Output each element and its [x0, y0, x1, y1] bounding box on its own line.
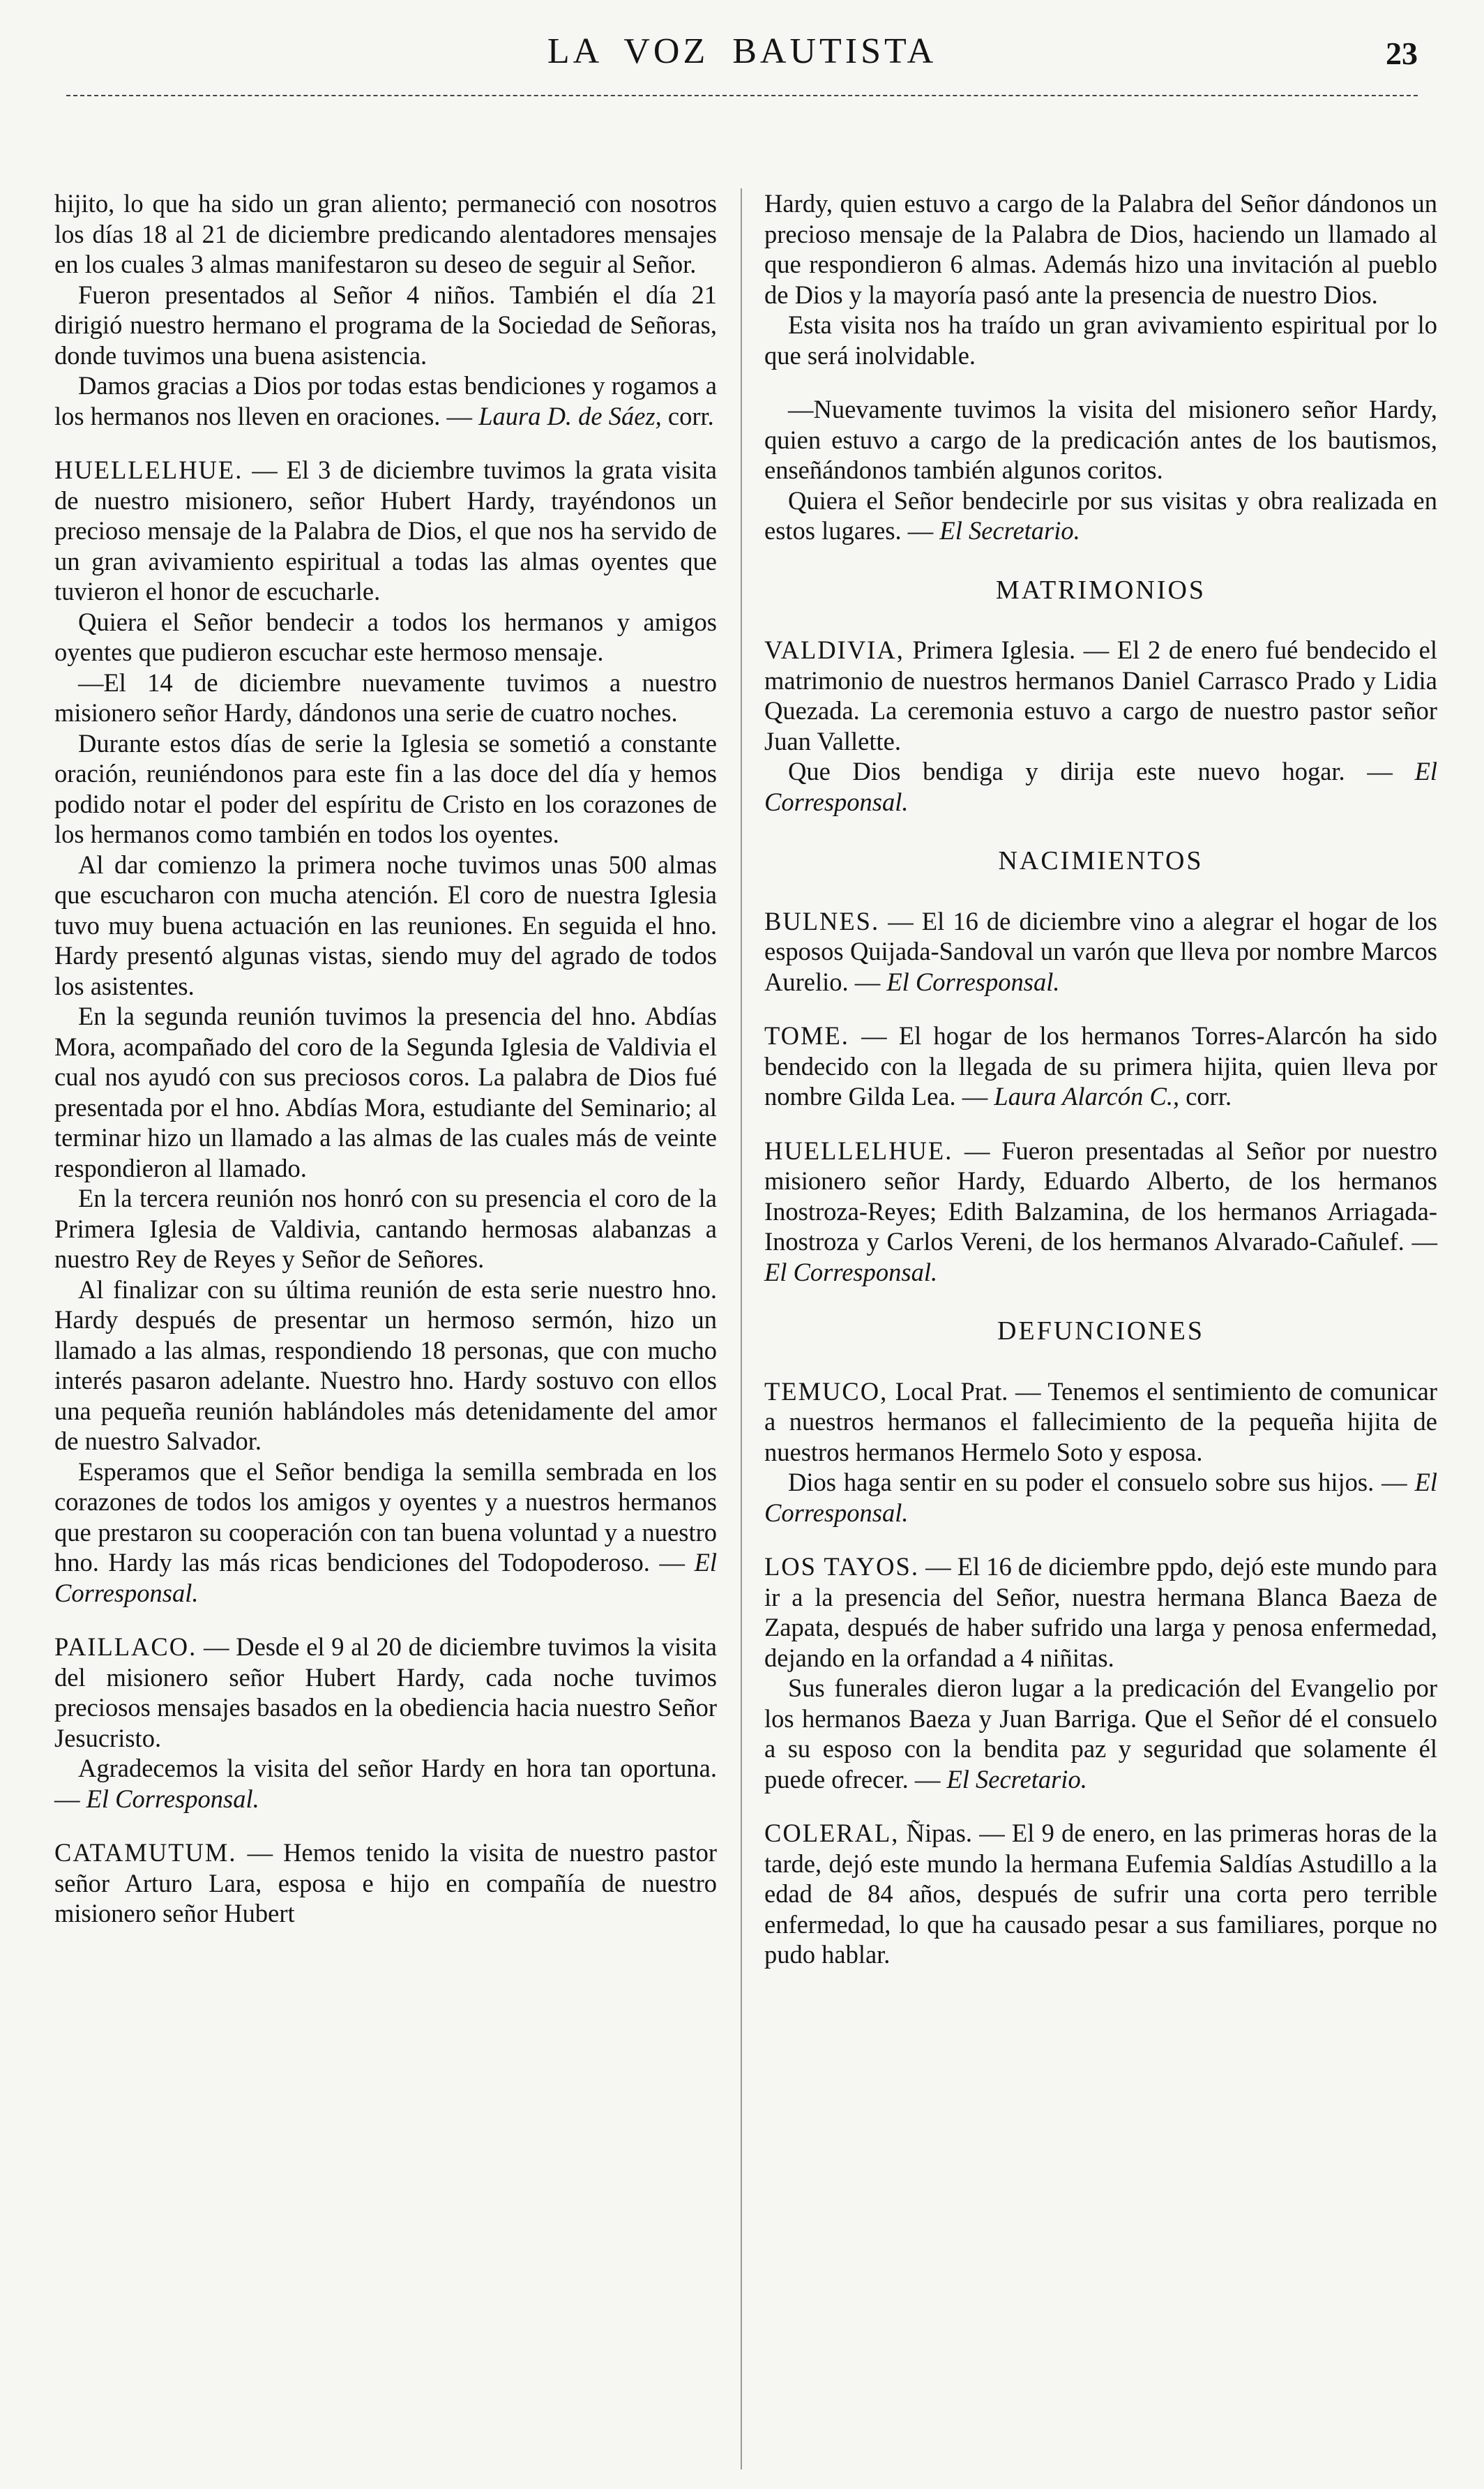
paragraph-text: Que Dios bendiga y dirija este nuevo hogar. —: [788, 757, 1393, 785]
article-paragraph: [764, 486, 1437, 546]
paragraph-text: Primera Iglesia. — El 2 de enero fué bendecido el matrimonio de nuestros hermanos Daniel Carrasco Prado y Lidia Quezada. La ceremonia estuvo a cargo de nuestro pastor señor Juan Vallette.: [764, 636, 1437, 755]
journal-title: LA VOZ BAUTISTA: [547, 31, 937, 71]
article-paragraph: [54, 1753, 717, 1814]
article-paragraph: Al finalizar con su última reunión de esta serie nuestro hno. Hardy después de presentar un hermoso sermón, hizo un llamado a las almas, respondiendo 18 personas, que con mucho interés pasaron adelante. Nuestro hno. Hardy sostuvo con ellos una pequeña reunión hablándoles más detenidamente del amor de nuestro Salvador.: [54, 1274, 717, 1455]
section-heading-nacimientos: NACIMIENTOS: [998, 846, 1204, 875]
page-header: [0, 25, 1484, 81]
paragraph-text: — El 16 de diciembre vino a alegrar el hogar de los esposos Quijada-Sandoval un varón que lleva por nombre Marcos Aurelio. —: [764, 906, 1437, 996]
news-item-coleral: [764, 1818, 1437, 1970]
article-paragraph: En la tercera reunión nos honró con su presencia el coro de la Primera Iglesia de Valdivia, cantando hermosas alabanzas a nuestro Rey de Reyes y Señor de Señores.: [54, 1184, 717, 1273]
signature: El Secretario.: [939, 516, 1080, 545]
news-item-catamutum: [54, 1837, 717, 1929]
article-paragraph: En la segunda reunión tuvimos la presencia del hno. Abdías Mora, acompañado del coro de la Segunda Iglesia de Valdivia el cual nos ayudó con sus preciosos coros. La palabra de Dios fué presentada por el hno. Abdías Mora, estudiante del Seminario; al terminar hizo un llamado a las almas de las cuales más de veinte respondieron al llamado.: [54, 1002, 717, 1182]
paragraph-text: Esperamos que el Señor bendiga la semilla sembrada en los corazones de todos los amigos y oyentes y a nuestros hermanos que prestaron su cooperación con tan buena voluntad y a nuestro hno. Hardy las más ricas bendiciones del Todopoderoso. —: [54, 1457, 717, 1577]
place-name: BULNES.: [764, 906, 880, 935]
article-paragraph: —Nuevamente tuvimos la visita del misionero señor Hardy, quien estuvo a cargo de la predicación antes de los bautismos, enseñándonos también algunos coritos.: [764, 395, 1437, 484]
signature: El Corresponsal.: [764, 757, 1437, 816]
section-heading-matrimonios: MATRIMONIOS: [995, 575, 1206, 605]
news-item-temuco: [764, 1376, 1437, 1468]
signature: El Corresponsal.: [764, 1468, 1438, 1527]
article-paragraph: Esta visita nos ha traído un gran avivamiento espiritual por lo que será inolvidable.: [764, 310, 1437, 370]
article-paragraph: Fueron presentados al Señor 4 niños. También el día 21 dirigió nuestro hermano el programa de la Sociedad de Señoras, donde tuvimos una buena asistencia.: [54, 280, 717, 370]
signature: El Corresponsal.: [886, 967, 1060, 996]
paragraph-text: Sus funerales dieron lugar a la predicación del Evangelio por los hermanos Baeza y Juan Barriga. Que el Señor dé el consuelo a su esposo con la bendita paz y seguridad que solamente él puede ofrecer. —: [764, 1674, 1437, 1794]
left-column: [54, 188, 717, 2462]
paragraph-text: — El hogar de los hermanos Torres-Alarcón ha sido bendecido con la llegada de su primera hijita, quien lleva por nombre Gilda Lea. —: [764, 1021, 1437, 1111]
signature: Laura D. de Sáez,: [478, 401, 662, 430]
news-item-paillaco: [54, 1632, 717, 1753]
section-heading-defunciones: DEFUNCIONES: [997, 1316, 1204, 1346]
article-paragraph: [764, 756, 1437, 817]
paragraph-text: Agradecemos la visita del señor Hardy en hora tan oportuna. —: [54, 1754, 717, 1813]
article-paragraph: Quiera el Señor bendecir a todos los hermanos y amigos oyentes que pudieron escuchar este hermoso mensaje.: [54, 607, 717, 666]
news-item-huellelhue: [54, 455, 717, 607]
news-item-tome: [764, 1021, 1437, 1112]
article-paragraph: Hardy, quien estuvo a cargo de la Palabra del Señor dándonos un precioso mensaje de la Palabra de Dios, haciendo un llamado al que respondieron 6 almas. Además hizo una invitación al pueblo de Dios y la mayoría pasó ante la presencia de nuestro Dios.: [764, 189, 1437, 309]
place-name: COLERAL,: [764, 1819, 900, 1847]
signature: El Corresponsal.: [86, 1784, 259, 1813]
news-item-los-tayos: [764, 1551, 1437, 1673]
paragraph-text: Ñipas. — El 9 de enero, en las primeras horas de la tarde, dejó este mundo la hermana Eufemia Saldías Astudillo a la edad de 84 años, después de sufrir una corta pero terrible enfermedad, lo que ha causado pesar a sus familiares, porque no pudo hablar.: [764, 1819, 1437, 1969]
news-item-bulnes: [764, 906, 1437, 998]
signature: El Secretario.: [946, 1764, 1087, 1794]
article-paragraph: Al dar comienzo la primera noche tuvimos unas 500 almas que escucharon con mucha atención. El coro de nuestra Iglesia tuvo muy buena actuación en las reuniones. En seguida el hno. Hardy presentó algunas vistas, siendo muy del agrado de todos los asistentes.: [54, 850, 717, 1000]
place-name: CATAMUTUM.: [54, 1838, 237, 1867]
paragraph-text: — El 3 de diciembre tuvimos la grata visita de nuestro misionero, señor Hubert Hardy, trayéndonos un precioso mensaje de la Palabra de Dios, el que nos ha servido de un gran avivamiento espiritual a todas las almas oyentes que tuvieron el honor de escucharle.: [54, 456, 717, 606]
news-item-valdivia: [764, 635, 1437, 756]
article-paragraph: [764, 1467, 1437, 1528]
header-rule: [66, 95, 1418, 96]
signature: Laura Alarcón C.,: [994, 1082, 1180, 1111]
signature-suffix: corr.: [1179, 1082, 1232, 1111]
place-name: PAILLACO.: [54, 1632, 197, 1661]
place-name: TOME.: [764, 1021, 849, 1050]
article-paragraph: [764, 1673, 1437, 1794]
paragraph-text: Local Prat. — Tenemos el sentimiento de comunicar a nuestros hermanos el fallecimiento de la pequeña hijita de nuestros hermanos Hermelo Soto y esposa.: [764, 1376, 1437, 1466]
column-divider: [741, 188, 742, 2469]
article-paragraph: Durante estos días de serie la Iglesia se sometió a constante oración, reuniéndonos para este fin a las doce del día y hemos podido notar el poder del espíritu de Cristo en los corazones de los hermanos como también en todos los oyentes.: [54, 728, 717, 848]
article-paragraph: [54, 370, 717, 431]
article-paragraph: [54, 1457, 717, 1609]
place-name: TEMUCO,: [764, 1376, 888, 1406]
place-name: HUELLELHUE.: [764, 1136, 953, 1165]
place-name: HUELLELHUE.: [54, 456, 243, 484]
paragraph-text: — Desde el 9 al 20 de diciembre tuvimos la visita del misionero señor Hubert Hardy, cada noche tuvimos preciosos mensajes basados en la obediencia hacia nuestro Señor Jesucristo.: [54, 1632, 717, 1752]
signature-suffix: corr.: [661, 401, 714, 430]
right-column: [764, 188, 1437, 2462]
paragraph-text: Dios haga sentir en su poder el consuelo sobre sus hijos. —: [788, 1468, 1407, 1496]
signature: El Corresponsal.: [764, 1257, 938, 1286]
paragraph-text: — Hemos tenido la visita de nuestro pastor señor Arturo Lara, esposa e hijo en compañía de nuestro misionero señor Hubert: [54, 1838, 717, 1927]
page-number: 23: [1386, 36, 1418, 71]
signature: El Corresponsal.: [54, 1548, 717, 1607]
paragraph-text: — El 16 de diciembre ppdo, dejó este mundo para ir a la presencia del Señor, nuestra hermana Blanca Baeza de Zapata, después de haber sufrido una larga y penosa enfermedad, dejando en la orfandad a 4 niñitas.: [764, 1552, 1437, 1672]
news-item-huellelhue-2: [764, 1136, 1437, 1288]
paragraph-text: Damos gracias a Dios por todas estas bendiciones y rogamos a los hermanos nos lleven en oraciones. —: [54, 371, 717, 430]
place-name: VALDIVIA,: [764, 636, 904, 664]
paragraph-text: Quiera el Señor bendecirle por sus visitas y obra realizada en estos lugares. —: [764, 486, 1437, 545]
place-name: LOS TAYOS.: [764, 1552, 919, 1581]
article-paragraph: —El 14 de diciembre nuevamente tuvimos a nuestro misionero señor Hardy, dándonos una serie de cuatro noches.: [54, 668, 717, 727]
article-paragraph: hijito, lo que ha sido un gran aliento; permaneció con nosotros los días 18 al 21 de diciembre predicando alentadores mensajes en los cuales 3 almas manifestaron su deseo de seguir al Señor.: [54, 189, 717, 278]
paragraph-text: — Fueron presentadas al Señor por nuestro misionero señor Hardy, Eduardo Alberto, de los hermanos Inostroza-Reyes; Edith Balzamina, de los hermanos Arriagada-Inostroza y Carlos Vereni, de los hermanos Alvarado-Cañulef. —: [764, 1136, 1437, 1256]
